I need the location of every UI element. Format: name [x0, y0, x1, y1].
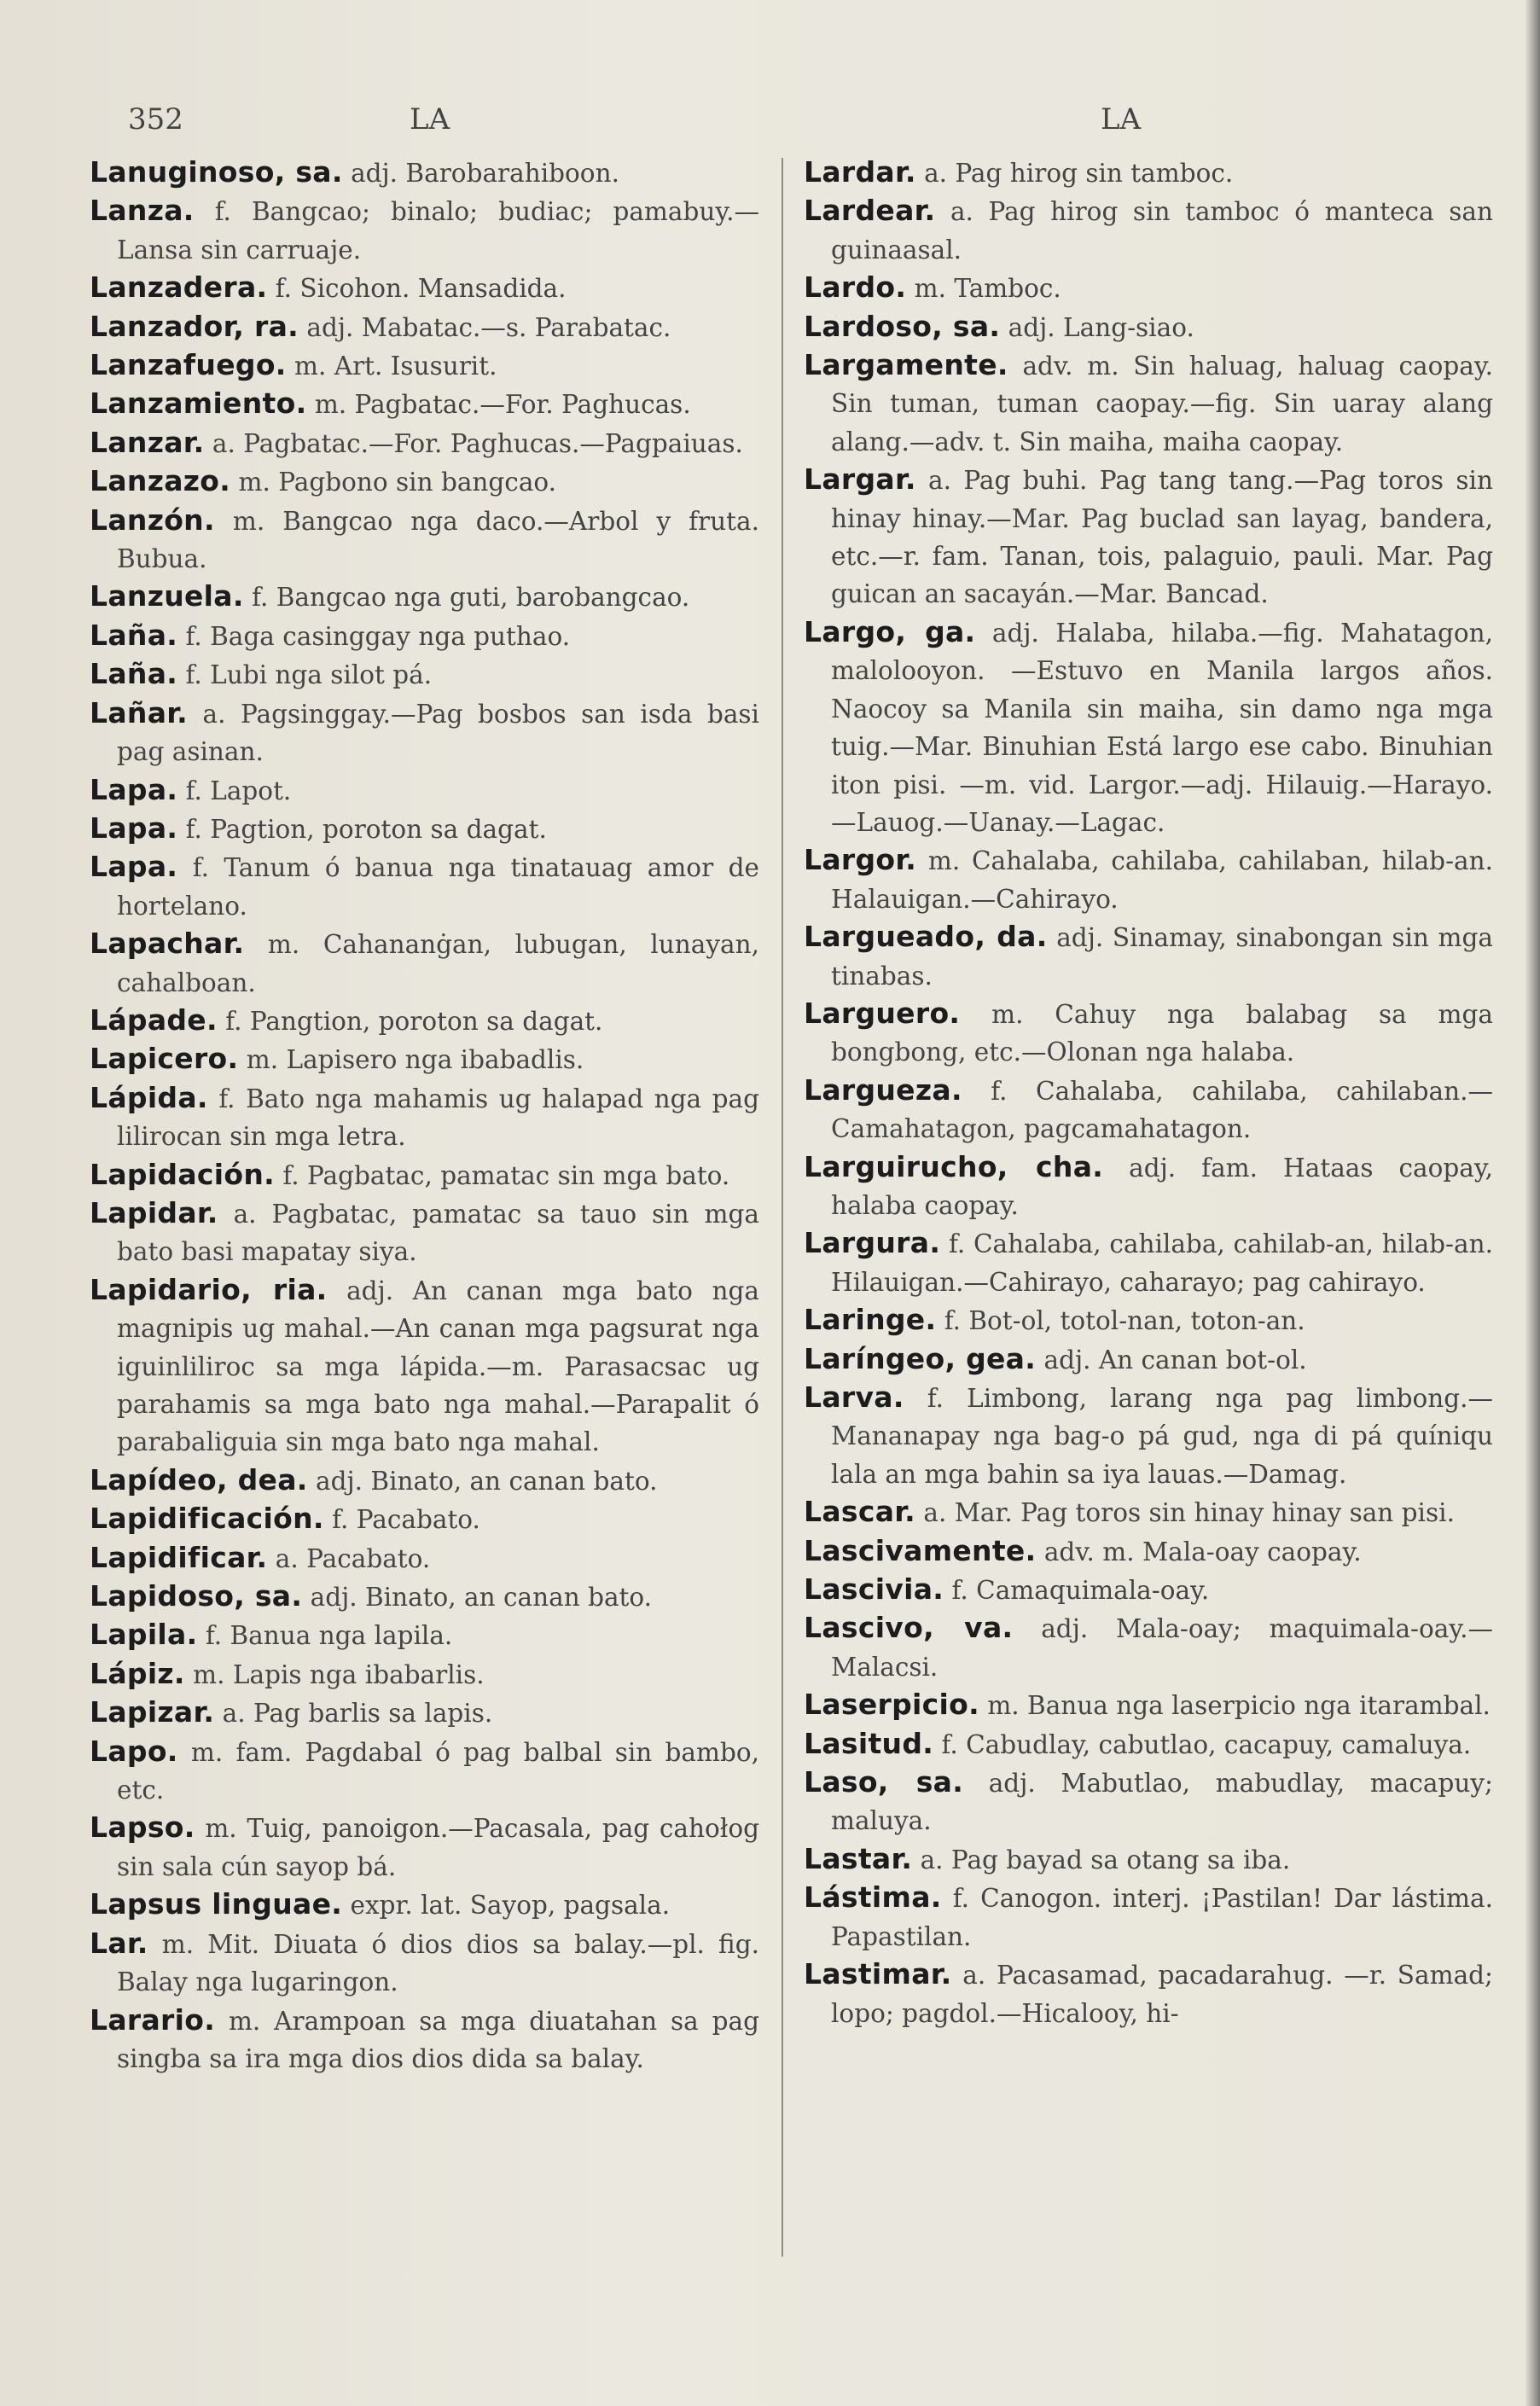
entry-headword: Laso, sa.	[804, 1765, 964, 1799]
entry-definition: f. Camaquimala-oay.	[951, 1576, 1210, 1606]
entry-headword: Lanzamiento.	[90, 386, 307, 421]
entry-definition: f. Banua nga lapila.	[205, 1621, 453, 1651]
dictionary-entry	[90, 502, 759, 578]
entry-definition: m. Cahuy nga balabag sa mga bongbong, etc.—Olonan nga halaba.	[831, 999, 1493, 1067]
entry-headword: Lapa.	[90, 772, 178, 806]
entry-definition: adj. An canan mga bato nga magnipis ug mahal.—An canan mga pagsurat nga iguinliliroc sa mga lápida.—m. Parasacsac ug parahamis sa mga bato nga mahal.—Parapalit ó parabaliguia sin mga bato nga mahal.	[117, 1276, 759, 1457]
dictionary-entry	[90, 694, 759, 771]
entry-definition: f. Bot-ol, totol-nan, toton-an.	[944, 1306, 1305, 1336]
dictionary-entry	[804, 1725, 1493, 1764]
dictionary-entry	[804, 1379, 1493, 1493]
page-number: 352	[128, 102, 183, 137]
entry-definition: f. Limbong, larang nga pag limbong.—Mananapay nga bag-o pá gud, nga di pá quíniqu lala an mga bahin sa iya lauas.—Damag.	[831, 1384, 1493, 1489]
entry-definition: m. fam. Pagdabal ó pag balbal sin bambo, etc.	[117, 1737, 759, 1805]
entry-definition: a. Pagbatac.—For. Paghucas.—Pagpaiuas.	[212, 428, 743, 458]
dictionary-entry	[804, 1532, 1493, 1571]
entry-definition: m. Lapis nga ibabarlis.	[193, 1659, 485, 1689]
entry-headword: Laña.	[90, 657, 178, 691]
entry-definition: f. Pacabato.	[332, 1505, 480, 1535]
entry-headword: Lapidificación.	[90, 1502, 324, 1536]
entry-definition: a. Pag hirog sin tamboc.	[924, 159, 1234, 188]
entry-definition: a. Pagsinggay.—Pag bosbos san isda basi pag asinan.	[117, 699, 759, 767]
entry-headword: Largor.	[804, 843, 917, 877]
dictionary-entry	[90, 308, 759, 346]
entry-headword: Lastar.	[804, 1841, 913, 1875]
dictionary-entry	[804, 1301, 1493, 1340]
entry-headword: Lápida.	[90, 1080, 208, 1114]
entry-definition: m. Arampoan sa mga diuatahan sa pag singba sa ira mga dios dios dida sa balay.	[117, 2006, 759, 2073]
dictionary-entry	[90, 771, 759, 810]
entry-definition: a. Pagbatac, pamatac sa tauo sin mga bato basi mapatay siya.	[117, 1199, 759, 1267]
dictionary-entry	[90, 462, 759, 501]
dictionary-entry	[804, 1340, 1493, 1379]
entry-headword: Lapo.	[90, 1734, 178, 1768]
column-divider	[782, 158, 783, 2257]
entry-headword: Laringe.	[804, 1303, 937, 1337]
entry-definition: expr. lat. Sayop, pagsala.	[350, 1891, 671, 1921]
dictionary-entry	[804, 154, 1493, 192]
page-header	[128, 102, 1467, 145]
dictionary-entry	[90, 655, 759, 694]
entry-definition: m. Tuig, panoigon.—Pacasala, pag cahołog sin sala cún sayop bá.	[117, 1814, 759, 1881]
dictionary-entry	[804, 1764, 1493, 1840]
dictionary-entry	[90, 810, 759, 848]
entry-definition: m. Pagbatac.—For. Paghucas.	[314, 390, 691, 420]
entry-headword: Lascivo, va.	[804, 1611, 1014, 1645]
entry-definition: f. Bangcao nga guti, barobangcao.	[252, 583, 690, 613]
entry-definition: a. Pag hirog sin tamboc ó manteca san guinaasal.	[831, 197, 1493, 264]
entry-definition: f. Sicohon. Mansadida.	[275, 274, 567, 304]
entry-headword: Largo, ga.	[804, 614, 976, 648]
entry-definition: adj. Barobarahiboon.	[351, 159, 619, 188]
entry-definition: f. Lapot.	[185, 776, 292, 805]
dictionary-entry	[90, 192, 759, 269]
entry-headword: Lápiz.	[90, 1656, 185, 1690]
dictionary-entry	[90, 154, 759, 192]
entry-headword: Lanzadera.	[90, 270, 268, 305]
entry-headword: Lardar.	[804, 155, 916, 189]
entry-headword: Lanzón.	[90, 503, 215, 537]
entry-definition: m. Lapisero nga ibabadlis.	[246, 1045, 584, 1075]
entry-headword: Largar.	[804, 462, 916, 497]
dictionary-entry	[804, 1493, 1493, 1531]
entry-definition: f. Bato nga mahamis ug halapad nga pag lilirocan sin mga letra.	[117, 1084, 759, 1152]
entry-definition: adj. Halaba, hilaba.—fig. Mahatagon, malolooyon. —Estuvo en Manila largos años. Naocoy sa Manila sin maiha, sin damo nga mga tuig.—Mar. Binuhian Está largo ese cabo. Binuhian iton pisi. —m. vid. Largor.—adj. Hilauig.—Harayo. —Lauog.—Uanay.—Lagac.	[831, 618, 1493, 837]
entry-headword: Lanzafuego.	[90, 348, 287, 382]
entry-definition: adj. Lang-siao.	[1008, 312, 1194, 342]
dictionary-entry	[90, 1925, 759, 2002]
entry-definition: adv. m. Sin haluag, haluag caopay. Sin tuman, tuman caopay.—fig. Sin uaray alang alang.—adv. t. Sin maiha, maiha caopay.	[831, 352, 1493, 456]
entry-headword: Lapachar.	[90, 927, 245, 961]
entry-definition: f. Pagbatac, pamatac sin mga bato.	[282, 1160, 730, 1190]
entry-definition: f. Baga casinggay nga puthao.	[185, 621, 571, 651]
entry-definition: f. Pagtion, poroton sa dagat.	[185, 814, 547, 844]
entry-headword: Lapidario, ria.	[90, 1272, 328, 1306]
right-column	[804, 154, 1493, 2304]
entry-headword: Lapidación.	[90, 1157, 275, 1191]
dictionary-entry	[804, 995, 1493, 1072]
dictionary-entry	[90, 2002, 759, 2078]
entry-headword: Lapicero.	[90, 1042, 239, 1076]
entry-headword: Lapídeo, dea.	[90, 1462, 308, 1496]
entry-headword: Largamente.	[804, 348, 1008, 382]
entry-headword: Lañar.	[90, 695, 188, 729]
entry-definition: f. Canogon. interj. ¡Pastilan! Dar lástima. Papastilan.	[831, 1884, 1493, 1951]
entry-definition: adj. Mabutlao, mabudlay, macapuy; maluya.	[831, 1769, 1493, 1836]
dictionary-entry	[90, 1616, 759, 1654]
entry-headword: Laña.	[90, 618, 178, 652]
dictionary-entry	[90, 617, 759, 655]
entry-headword: Lardear.	[804, 194, 936, 228]
entry-headword: Lapa.	[90, 850, 178, 884]
dictionary-entry	[90, 1655, 759, 1694]
dictionary-entry	[804, 841, 1493, 918]
entry-headword: Lardo.	[804, 270, 907, 305]
dictionary-entry	[90, 578, 759, 616]
entry-definition: f. Pangtion, poroton sa dagat.	[225, 1006, 603, 1036]
dictionary-entry	[804, 1840, 1493, 1879]
dictionary-entry	[804, 1571, 1493, 1609]
entry-headword: Laríngeo, gea.	[804, 1341, 1037, 1375]
dictionary-entry	[90, 925, 759, 1002]
dictionary-entry	[90, 1194, 759, 1271]
dictionary-entry	[804, 461, 1493, 613]
entry-headword: Largura.	[804, 1226, 941, 1260]
dictionary-entry	[90, 1578, 759, 1616]
entry-definition: a. Mar. Pag toros sin hinay hinay san pisi.	[923, 1498, 1455, 1528]
entry-definition: m. Banua nga laserpicio nga itarambal.	[987, 1691, 1491, 1721]
dictionary-entry	[804, 1609, 1493, 1686]
entry-headword: Lanzazo.	[90, 464, 231, 498]
dictionary-entry	[90, 1500, 759, 1538]
entry-headword: Lanzador, ra.	[90, 309, 299, 343]
entry-definition: f. Cahalaba, cahilaba, cahilaban.—Camahatagon, pagcamahatagon.	[831, 1076, 1493, 1144]
entry-definition: adj. Sinamay, sinabongan sin mga tinabas.	[831, 923, 1493, 991]
entry-definition: a. Pag barlis sa lapis.	[222, 1699, 493, 1729]
entry-definition: adv. m. Mala-oay caopay.	[1043, 1537, 1362, 1566]
entry-headword: Lapidar.	[90, 1195, 218, 1229]
dictionary-entry	[90, 1156, 759, 1194]
entry-definition: m. Cahananġan, lubugan, lunayan, cahalboan.	[117, 930, 759, 997]
entry-headword: Lapa.	[90, 811, 178, 845]
left-column	[90, 154, 759, 2304]
dictionary-entry	[804, 1879, 1493, 1956]
dictionary-entry	[90, 1002, 759, 1040]
dictionary-entry	[90, 1271, 759, 1462]
dictionary-entry	[804, 1686, 1493, 1724]
page-edge-shadow	[1525, 0, 1540, 2406]
dictionary-entry	[90, 1694, 759, 1732]
dictionary-entry	[804, 1148, 1493, 1225]
dictionary-entry	[804, 1956, 1493, 2032]
dictionary-entry	[804, 192, 1493, 269]
dictionary-entry	[90, 1462, 759, 1500]
entry-headword: Lápade.	[90, 1002, 218, 1037]
entry-headword: Lapizar.	[90, 1695, 215, 1729]
dictionary-entry	[90, 385, 759, 423]
entry-definition: adj. Binato, an canan bato.	[316, 1466, 658, 1496]
dictionary-entry	[90, 424, 759, 462]
entry-headword: Lapidificar.	[90, 1540, 268, 1574]
entry-headword: Larguirucho, cha.	[804, 1149, 1104, 1183]
entry-headword: Lanuginoso, sa.	[90, 155, 343, 189]
dictionary-entry	[804, 918, 1493, 995]
entry-definition: m. Cahalaba, cahilaba, cahilaban, hilab-an. Halauigan.—Cahirayo.	[831, 846, 1493, 914]
entry-headword: Lapso.	[90, 1810, 195, 1845]
entry-headword: Lar.	[90, 1926, 148, 1960]
dictionary-entry	[90, 1040, 759, 1078]
entry-headword: Lastimar.	[804, 1957, 952, 1991]
entry-definition: m. Art. Isusurit.	[294, 352, 497, 381]
dictionary-entry	[90, 1539, 759, 1578]
entry-definition: a. Pag bayad sa otang sa iba.	[920, 1845, 1291, 1874]
entry-headword: Larguero.	[804, 996, 961, 1030]
entry-definition: adj. Mabatac.—s. Parabatac.	[306, 312, 671, 342]
dictionary-entry	[804, 346, 1493, 461]
entry-definition: adj. Mala-oay; maquimala-oay.—Malacsi.	[831, 1614, 1493, 1682]
right-running-head: LA	[1101, 102, 1142, 137]
entry-headword: Lasitud.	[804, 1726, 934, 1760]
entry-definition: adj. fam. Hataas caopay, halaba caopay.	[831, 1153, 1493, 1220]
dictionary-entry	[90, 346, 759, 385]
entry-definition: a. Pacasamad, pacadarahug. —r. Samad; lopo; pagdol.—Hicalooy, hi-	[831, 1961, 1493, 2028]
entry-headword: Lascivamente.	[804, 1533, 1037, 1567]
dictionary-entry	[804, 269, 1493, 307]
entry-headword: Larario.	[90, 2002, 216, 2037]
entry-definition: f. Cabudlay, cabutlao, cacapuy, camaluya.	[941, 1729, 1472, 1759]
entry-definition: m. Pagbono sin bangcao.	[238, 468, 557, 497]
entry-headword: Lapsus linguae.	[90, 1887, 343, 1921]
entry-definition: m. Bangcao nga daco.—Arbol y fruta. Bubua.	[117, 506, 759, 574]
left-running-head: LA	[410, 102, 450, 137]
entry-headword: Largueado, da.	[804, 920, 1048, 954]
entry-definition: a. Pacabato.	[275, 1543, 431, 1573]
entry-definition: adj. An canan bot-ol.	[1043, 1345, 1307, 1374]
entry-headword: Larva.	[804, 1380, 904, 1414]
entry-definition: m. Mit. Diuata ó dios dios sa balay.—pl. fig. Balay nga lugaringon.	[117, 1929, 759, 1997]
dictionary-entry	[90, 269, 759, 307]
dictionary-entry	[804, 1224, 1493, 1301]
dictionary-entry	[90, 1079, 759, 1156]
entry-headword: Lástima.	[804, 1880, 942, 1915]
dictionary-entry	[804, 613, 1493, 841]
dictionary-entry	[804, 308, 1493, 346]
dictionary-entry	[90, 848, 759, 925]
entry-definition: f. Tanum ó banua nga tinatauag amor de hortelano.	[117, 853, 759, 921]
entry-headword: Lardoso, sa.	[804, 309, 1001, 343]
entry-headword: Lascivia.	[804, 1572, 944, 1607]
entry-headword: Lanzar.	[90, 425, 205, 459]
entry-definition: m. Tamboc.	[914, 274, 1061, 304]
dictionary-entry	[90, 1809, 759, 1886]
entry-headword: Largueza.	[804, 1072, 962, 1107]
entry-headword: Lapila.	[90, 1618, 198, 1652]
entry-headword: Lanzuela.	[90, 579, 244, 613]
entry-definition: f. Lubi nga silot pá.	[185, 660, 433, 690]
dictionary-entry	[90, 1733, 759, 1810]
entry-definition: f. Cahalaba, cahilaba, cahilab-an, hilab-an. Hilauigan.—Cahirayo, caharayo; pag cahirayo.	[831, 1229, 1493, 1297]
entry-headword: Lapidoso, sa.	[90, 1579, 303, 1613]
entry-headword: Lanza.	[90, 194, 195, 228]
entry-headword: Laserpicio.	[804, 1688, 979, 1722]
entry-definition: a. Pag buhi. Pag tang tang.—Pag toros sin hinay hinay.—Mar. Pag buclad san layag, bandera, etc.—r. fam. Tanan, tois, palaguio, pauli. Mar. Pag guican an sacayán.—Mar. Bancad.	[831, 466, 1493, 609]
entry-headword: Lascar.	[804, 1495, 915, 1529]
dictionary-entry	[90, 1886, 759, 1924]
entry-definition: f. Bangcao; binalo; budiac; pamabuy.—Lansa sin carruaje.	[117, 197, 759, 264]
dictionary-entry	[804, 1072, 1493, 1148]
entry-definition: adj. Binato, an canan bato.	[310, 1583, 653, 1613]
